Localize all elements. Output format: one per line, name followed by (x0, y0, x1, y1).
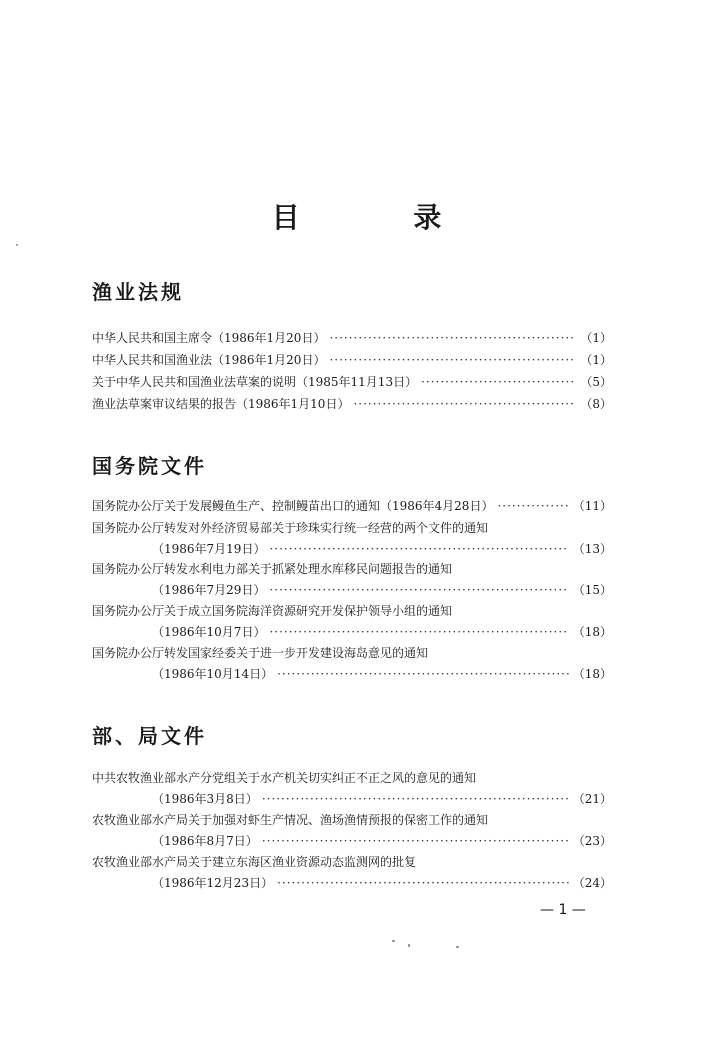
toc-entry-title: 关于中华人民共和国渔业法草案的说明（1985年11月13日） (92, 375, 418, 389)
dot-leader (329, 330, 576, 346)
toc-entry[interactable] (92, 498, 612, 514)
toc-entry-title: 国务院办公厅关于发展鳗鱼生产、控制鳗苗出口的通知（1986年4月28日） (92, 499, 494, 513)
toc-entry[interactable] (92, 645, 612, 661)
toc-entry[interactable] (92, 603, 612, 619)
dot-leader (269, 541, 568, 557)
dot-leader (353, 396, 576, 412)
toc-entry-page: （15） (572, 583, 612, 597)
toc-entry-title: 国务院办公厅转发国家经委关于进一步开发建设海岛意见的通知 (92, 646, 429, 660)
toc-entry-page: （1） (580, 353, 612, 367)
toc-entry-title: 中共农牧渔业部水产分党组关于水产机关切实纠正不正之风的意见的通知 (92, 771, 477, 785)
toc-entry-title: 中华人民共和国主席令（1986年1月20日） (92, 331, 326, 345)
dot-leader (277, 666, 569, 682)
toc-entry-date: （1986年8月7日） (152, 834, 258, 848)
dot-leader (421, 374, 576, 390)
toc-entry-title: 渔业法草案审议结果的报告（1986年1月10日） (92, 397, 350, 411)
toc-entry-continuation[interactable] (152, 791, 612, 807)
scan-speck (392, 940, 395, 942)
toc-entry-page: （18） (572, 667, 612, 681)
page-number: — 1 — (540, 902, 586, 918)
toc-entry[interactable] (92, 352, 612, 368)
scan-speck (408, 944, 410, 947)
toc-entry[interactable] (92, 330, 612, 346)
dot-leader (269, 624, 568, 640)
page-title: 目 录 (271, 201, 494, 234)
toc-entry-date: （1986年7月19日） (152, 542, 266, 556)
dot-leader (329, 352, 576, 368)
dot-leader (277, 875, 569, 891)
toc-entry[interactable] (92, 812, 612, 828)
scan-speck (456, 946, 459, 948)
toc-entry-page: （23） (572, 834, 612, 848)
toc-entry[interactable] (92, 770, 612, 786)
toc-entry-page: （5） (580, 375, 612, 389)
section-heading-state-council: 国务院文件 (92, 454, 207, 478)
dot-leader (497, 498, 568, 514)
toc-entry-page: （24） (572, 876, 612, 890)
toc-entry[interactable] (92, 561, 612, 577)
toc-entry-page: （13） (572, 542, 612, 556)
toc-entry-continuation[interactable] (152, 582, 612, 598)
section-heading-fishery-law: 渔业法规 (92, 280, 184, 304)
toc-entry-continuation[interactable] (152, 833, 612, 849)
dot-leader (262, 833, 569, 849)
toc-entry[interactable] (92, 520, 612, 536)
toc-entry-page: （1） (580, 331, 612, 345)
toc-entry-date: （1986年12月23日） (152, 876, 274, 890)
dot-leader (269, 582, 568, 598)
toc-entry-title: 农牧渔业部水产局关于建立东海区渔业资源动态监测网的批复 (92, 855, 417, 869)
toc-entry-continuation[interactable] (152, 624, 612, 640)
toc-entry-page: （8） (580, 397, 612, 411)
toc-entry-title: 国务院办公厅转发对外经济贸易部关于珍珠实行统一经营的两个文件的通知 (92, 521, 489, 535)
section-heading-ministry-bureau: 部、局文件 (92, 724, 207, 748)
toc-entry-title: 中华人民共和国渔业法（1986年1月20日） (92, 353, 326, 367)
toc-entry-date: （1986年3月8日） (152, 792, 258, 806)
toc-entry-date: （1986年7月29日） (152, 583, 266, 597)
toc-entry-continuation[interactable] (152, 875, 612, 891)
toc-entry-page: （18） (572, 625, 612, 639)
toc-entry-continuation[interactable] (152, 666, 612, 682)
toc-entry-title: 国务院办公厅关于成立国务院海洋资源研究开发保护领导小组的通知 (92, 604, 453, 618)
toc-entry-title: 农牧渔业部水产局关于加强对虾生产情况、渔场渔情预报的保密工作的通知 (92, 813, 489, 827)
toc-entry-title: 国务院办公厅转发水利电力部关于抓紧处理水库移民问题报告的通知 (92, 562, 453, 576)
scan-speck (16, 244, 18, 246)
toc-entry[interactable] (92, 396, 612, 412)
toc-entry-continuation[interactable] (152, 541, 612, 557)
toc-entry-date: （1986年10月14日） (152, 667, 274, 681)
toc-entry[interactable] (92, 854, 612, 870)
toc-entry-date: （1986年10月7日） (152, 625, 266, 639)
toc-entry-page: （11） (572, 499, 612, 513)
toc-entry-page: （21） (572, 792, 612, 806)
dot-leader (262, 791, 569, 807)
toc-entry[interactable] (92, 374, 612, 390)
